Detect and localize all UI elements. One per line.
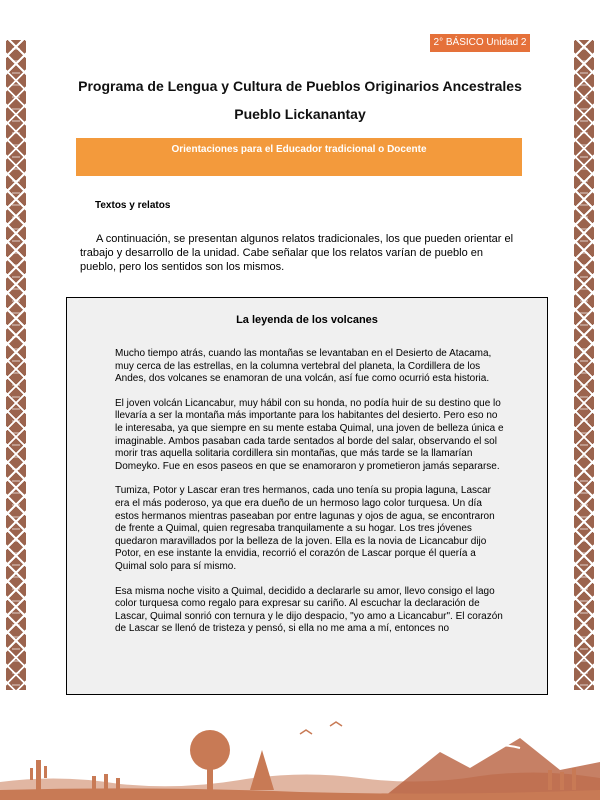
orientation-banner: Orientaciones para el Educador tradicional o Docente	[76, 138, 522, 176]
story-paragraph: Mucho tiempo atrás, cuando las montañas se levantaban en el Desierto de Atacama, muy cerca de las estrellas, en la columna vertebral del planeta, la Cordillera de los Andes, dos volcanes se enamoran de una volcán, así fue como ocurrió esta historia.	[115, 348, 492, 385]
people-title: Pueblo Lickanantay	[234, 106, 366, 122]
desert-landscape-illustration	[0, 690, 600, 800]
story-paragraph: Esa misma noche visito a Quimal, decidido a declararle su amor, llevo consigo el lago color turquesa como regalo para expresar su cariño. Al escuchar la declaración de Lascar, Quimal sonrió con ternura y le dijo despacio, "yo amo a Licancabur". El corazón de Lascar se llenó de tristeza y pensó, si ella no me ama a mí, entonces no	[115, 585, 503, 635]
section-heading: Textos y relatos	[95, 200, 171, 211]
program-title: Programa de Lengua y Cultura de Pueblos Originarios Ancestrales	[78, 78, 522, 94]
story-box	[66, 297, 548, 695]
grade-unit-badge: 2° BÁSICO Unidad 2	[430, 34, 530, 52]
story-paragraph: Tumiza, Potor y Lascar eran tres hermanos, cada uno tenía su propia laguna, Lascar era el más poderoso, ya que era dueño de un hermoso lago color turquesa. Un día estos hermanos mientras paseaban por entre lagunas y ojos de agua, se encontraron de frente a Quimal, quien regresaba tranquilamente a su hogar. Los tres jóvenes quedaron maravillados por la belleza de la joven. Ella es la novia de Licancabur dijo Potor, en ese instante la envidia, recorrió el corazón de Lascar porque él quería a Quimal solo para sí mismo.	[115, 485, 495, 572]
intro-paragraph: A continuación, se presentan algunos relatos tradicionales, los que pueden orientar el trabajo y desarrollo de la unidad. Cabe señalar que los relatos varían de pueblo en pueblo, pero los sentidos son los mismos.	[80, 233, 514, 273]
story-paragraph: El joven volcán Licancabur, muy hábil con su honda, no podía huir de su destino que lo llevaría a ser la montaña más importante para los habitantes del desierto. Pero eso no le interesaba, ya que siempre en su mente estaba Quimal, una joven de belleza única e imaginable. Ambos pasaban cada tarde sentados al borde del salar, observando el sol morir tras aquella solitaria cordillera sin montañas, que más tarde se la llamarían Domeyko. Fue en esos paseos en que se enamoraron y prometieron jamás separarse.	[115, 397, 504, 472]
story-body	[115, 348, 505, 648]
story-title: La leyenda de los volcanes	[236, 314, 378, 326]
decorative-border-left	[6, 40, 26, 690]
decorative-border-right	[574, 40, 594, 690]
